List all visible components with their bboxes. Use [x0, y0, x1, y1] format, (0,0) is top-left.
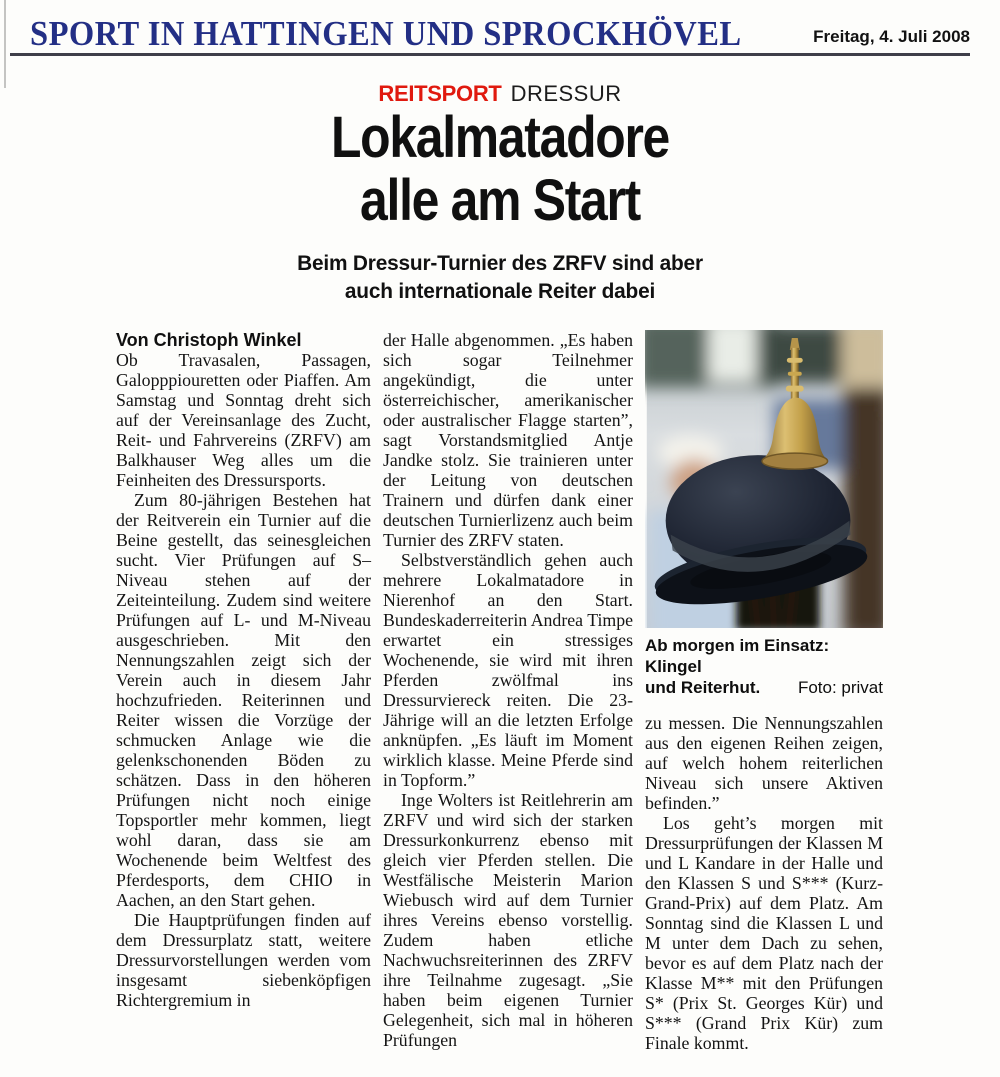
scan-artifact-line [4, 0, 6, 88]
paragraph: Zum 80-jährigen Bestehen hat der Reitverein ein Turnier auf die Beine gestellt, das seinesgleichen sucht. Vier Prüfungen auf S–Niveau stehen auf der Zeiteinteilung. Zudem sind weitere Prüfungen auf L- und M-Niveau ausgeschrieben. Mit den Nennungszahlen zeigt sich der Verein auch in diesem Jahr hochzufrieden. Reiterinnen und Reiter wissen die Vorzüge der schmucken Anlage wie die gelenkschonenden Böden zu schätzen. Dass in den höheren Prüfungen nicht noch einige Topsportler mehr kommen, liegt wohl daran, dass sie am Wochenende beim Weltfest des Pferdesports, dem CHIO in Aachen, an den Start gehen. [116, 490, 371, 910]
paragraph: Inge Wolters ist Reitlehrerin am ZRFV und wird sich der starken Dressurkonkurrenz ebenso mit gleich vier Pferden stellen. Die Westfälische Meisterin Marion Wiebusch wird auf dem Turnier ihres Vereins ebenso vorstellig. Zudem haben etliche Nachwuchsreiterinnen des ZRFV ihre Teilnahme zugesagt. „Sie haben beim eigenen Turnier Gelegenheit, sich mal in höheren Prüfungen [383, 790, 633, 1050]
article-column-3 [645, 330, 883, 1053]
paragraph: Ob Travasalen, Passagen, Galopppiouretten oder Piaffen. Am Samstag und Sonntag dreht sich auf der Vereinsanlage des Zucht, Reit- und Fahrvereins (ZRFV) am Balkhauser Weg alles um die Feinheiten des Dressursports. [116, 350, 371, 490]
paragraph: Los geht’s morgen mit Dressurprüfungen der Klassen M und L Kandare in der Halle und den Klassen S und S*** (Kurz-Grand-Prix) auf dem Platz. Am Sonntag sind die Klassen L und M unter dem Dach zu sehen, bevor es auf dem Platz nach der Klasse M** mit den Prüfungen S* (Prix St. Georges Kür) und S*** (Grand Prix Kür) zum Finale kommt. [645, 813, 883, 1053]
subhead [15, 249, 985, 305]
article-column-2 [383, 330, 633, 1053]
headline-line-1: Lokalmatadore [330, 105, 670, 170]
paragraph: Die Hauptprüfungen finden auf dem Dressurplatz statt, weitere Dressurvorstellungen werden vom insgesamt siebenköpfigen Richtergremium in [116, 910, 371, 1010]
issue-date: Freitag, 4. Juli 2008 [813, 27, 970, 46]
caption-line-2: und Reiterhut. [645, 678, 761, 697]
section-title: SPORT IN HATTINGEN UND SPROCKHÖVEL [30, 14, 742, 53]
kicker-category: REITSPORT [378, 81, 502, 106]
kicker-topic: DRESSUR [510, 81, 622, 106]
subhead-line-1: Beim Dressur-Turnier des ZRFV sind aber [297, 251, 703, 275]
article-column-1 [116, 330, 371, 1053]
headline [70, 106, 930, 232]
paragraph: der Halle abgenommen. „Es haben sich sogar Teilnehmer angekündigt, die unter österreichischer, amerikanischer oder australischer Flagge starten”, sagt Vorstandsmitglied Antje Jandke stolz. Sie trainieren unter der Leitung von deutschen Trainern und dürfen dank einer deutschen Turnierlizenz auch beim Turnier des ZRFV staten. [383, 330, 633, 550]
riding-hat-photo [645, 330, 883, 628]
kicker [0, 82, 1000, 106]
photo-figure [645, 330, 883, 698]
photo-credit: Foto: privat [797, 678, 883, 697]
headline-line-2: alle am Start [360, 168, 640, 233]
paragraph: Selbstverständlich gehen auch mehrere Lokalmatadore in Nierenhof an den Start. Bundeskaderreiterin Andrea Timpe erwartet ein stressiges Wochenende, sie wird mit ihren Pferden zwölfmal ins Dressurviereck reiten. Die 23-Jährige will an die letzten Erfolge anknüpfen. „Es läuft im Moment wirklich klasse. Meine Pferde sind in Topform.” [383, 550, 633, 790]
masthead [10, 0, 970, 56]
paragraph: zu messen. Die Nennungszahlen aus den eigenen Reihen zeigen, auf welch hohem reiterlichen Niveau sich unsere Aktiven befinden.” [645, 713, 883, 813]
photo-caption [645, 635, 883, 698]
article-columns [116, 330, 883, 1053]
byline: Von Christoph Winkel [116, 330, 302, 350]
subhead-line-2: auch internationale Reiter dabei [344, 279, 656, 303]
caption-line-1: Ab morgen im Einsatz: Klingel [645, 636, 830, 676]
